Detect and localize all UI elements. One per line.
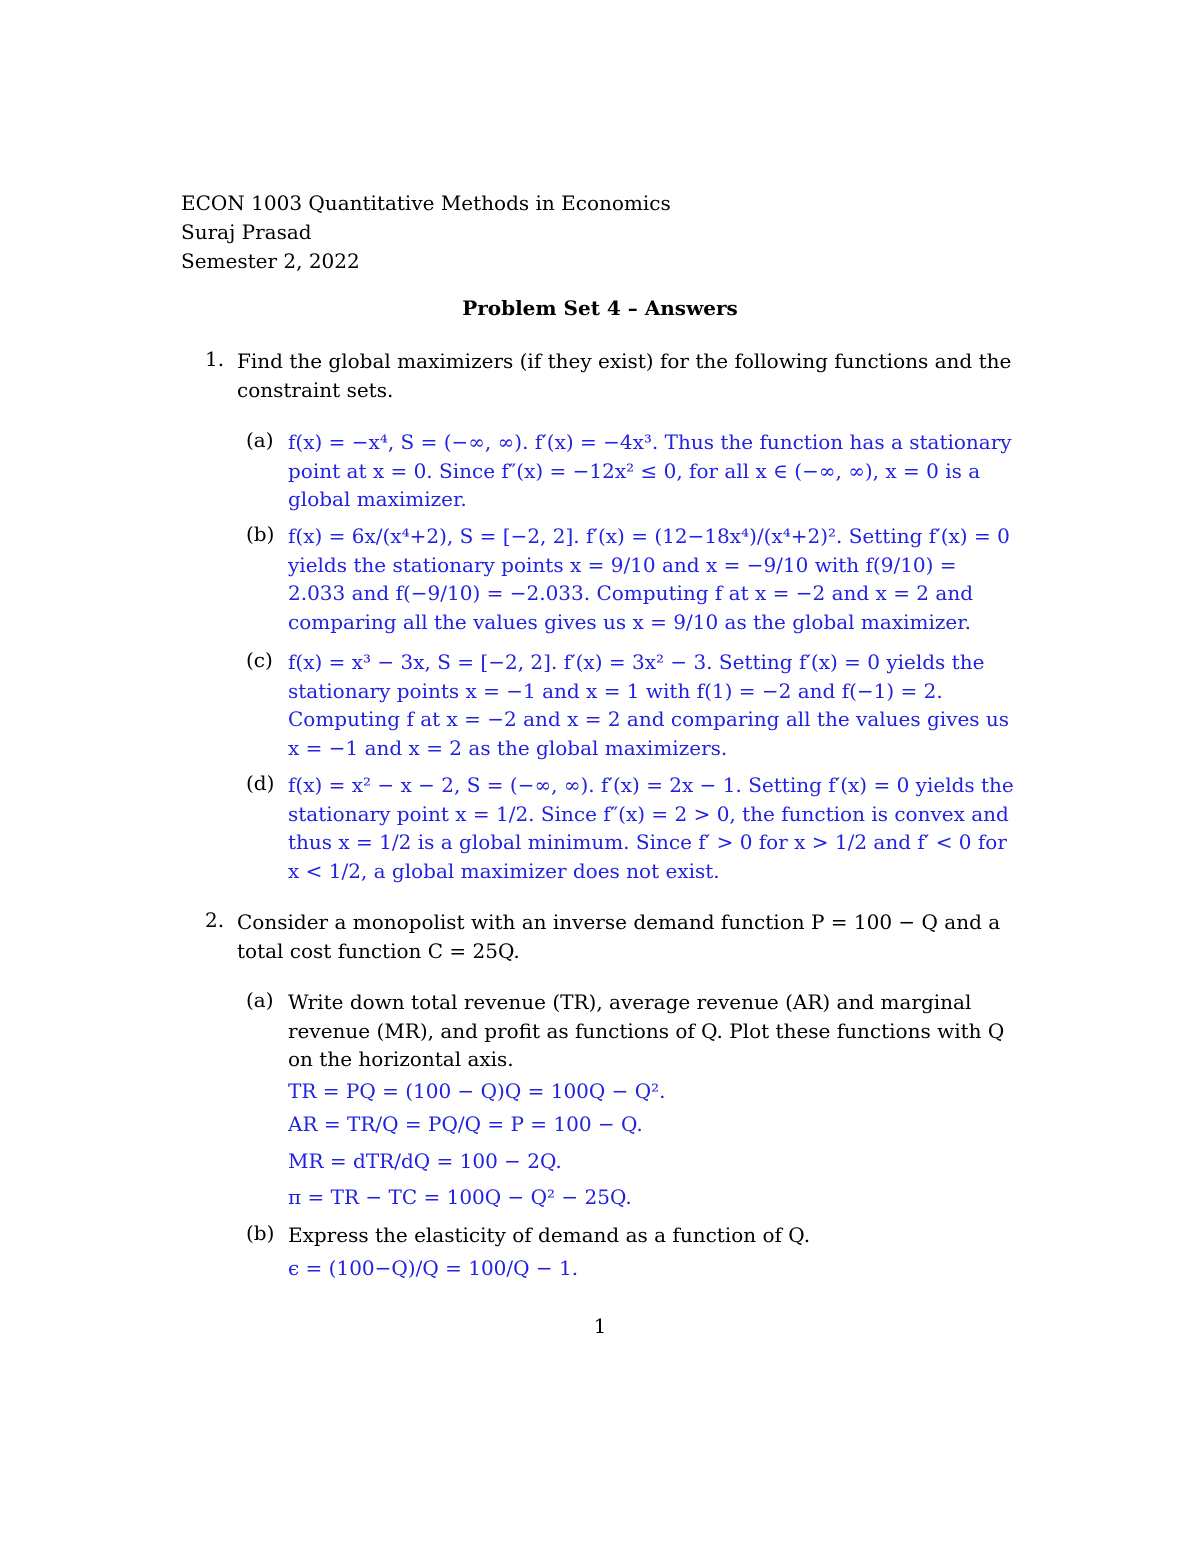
q2a-tr-equation: TR = PQ = (100 − Q)Q = 100Q − Q². — [288, 1079, 666, 1103]
question-2-number: 2. — [205, 908, 225, 932]
question-1-number: 1. — [205, 347, 225, 371]
q2a-profit-equation: π = TR − TC = 100Q − Q² − 25Q. — [288, 1185, 632, 1209]
q2b-question: Express the elasticity of demand as a function of Q. — [288, 1223, 811, 1247]
author-name: Suraj Prasad — [181, 220, 312, 244]
q2a-mr-equation: MR = dTR/dQ = 100 − 2Q. — [288, 1149, 562, 1173]
page-title: Problem Set 4 – Answers — [462, 296, 738, 320]
q2a-ar-equation: AR = TR/Q = PQ/Q = P = 100 − Q. — [288, 1112, 643, 1136]
q2b-elasticity-equation: ϵ = (100−Q)/Q = 100/Q − 1. — [288, 1256, 579, 1280]
q1d-label: (d) — [246, 771, 275, 795]
q1b-answer: f(x) = 6x/(x⁴+2), S = [−2, 2]. f′(x) = (12−18x⁴)/(x⁴+2)². Setting f′(x) = 0 yields the stationary points x = 9/10 and x = −9/10 with f(9/10) = 2.033 and f(−9/10) = −2.033. Computing f at x = −2 and x = 2 and comparing all the values gives us x = 9/10 as the global maximizer. — [288, 524, 1010, 634]
semester: Semester 2, 2022 — [181, 249, 360, 273]
q1c-answer: f(x) = x³ − 3x, S = [−2, 2]. f′(x) = 3x² − 3. Setting f′(x) = 0 yields the stationary points x = −1 and x = 1 with f(1) = −2 and f(−1) = 2. Computing f at x = −2 and x = 2 and comparing all the values gives us x = −1 and x = 2 as the global maximizers. — [288, 650, 1010, 760]
q1a-answer: f(x) = −x⁴, S = (−∞, ∞). f′(x) = −4x³. Thus the function has a stationary point at x = 0. Since f″(x) = −12x² ≤ 0, for all x ∈ (−∞, ∞), x = 0 is a global maximizer. — [288, 430, 1012, 511]
q1d-answer: f(x) = x² − x − 2, S = (−∞, ∞). f′(x) = 2x − 1. Setting f′(x) = 0 yields the stationary point x = 1/2. Since f″(x) = 2 > 0, the function is convex and thus x = 1/2 is a global minimum. Since f′ > 0 for x > 1/2 and f′ < 0 for x < 1/2, a global maximizer does not exist. — [288, 773, 1014, 883]
question-2-prompt: Consider a monopolist with an inverse demand function P = 100 − Q and a total cost function C = 25Q. — [237, 910, 1001, 963]
q1a-label: (a) — [246, 428, 274, 452]
page-number: 1 — [593, 1314, 607, 1338]
q1b-label: (b) — [246, 522, 275, 546]
q2a-question: Write down total revenue (TR), average revenue (AR) and marginal revenue (MR), and profit as functions of Q. Plot these functions with Q on the horizontal axis. — [288, 990, 1005, 1071]
course-name: ECON 1003 Quantitative Methods in Economics — [181, 191, 671, 215]
question-1-prompt: Find the global maximizers (if they exist) for the following functions and the constraint sets. — [237, 349, 1012, 402]
q1c-label: (c) — [246, 648, 273, 672]
q2b-label: (b) — [246, 1221, 275, 1245]
q2a-label: (a) — [246, 988, 274, 1012]
